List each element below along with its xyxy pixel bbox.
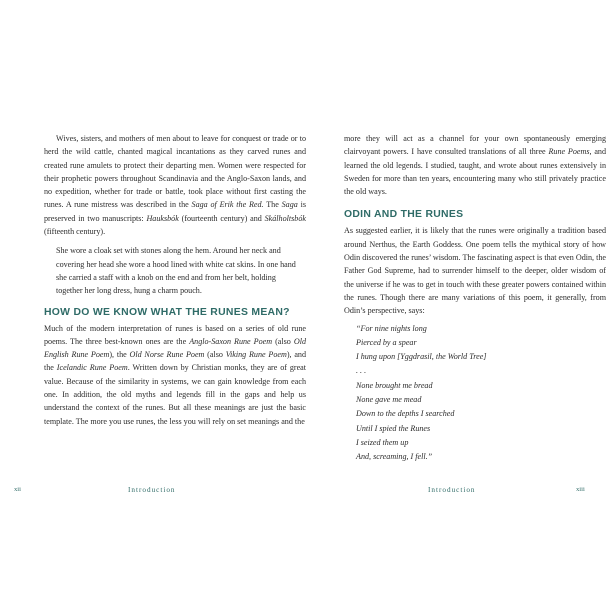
poem-line: None gave me mead [356,395,422,405]
left-paragraph-1 [44,132,306,238]
italic-text-run: Viking Rune Poem [225,350,287,360]
right-paragraph-1 [344,132,606,198]
italic-text-run: Skálholtsbók [264,213,306,223]
poem-line: Until I spied the Runes [356,423,431,433]
poem-line: None brought me bread [356,380,433,390]
text-run: is preserved in two manuscripts: [44,200,306,223]
poem-line: Pierced by a spear [356,337,417,347]
right-text-column [344,132,606,465]
right-folio: xiii [576,486,585,493]
saga-blockquote: She wore a cloak set with stones along the hem. Around her neck and covering her head she wore a hood lined with white cat skins. In one hand she carried a staff with a knob on the end and from her belt, holding together her long dress, hung a charm pouch. [56,246,296,296]
text-run: ), the [109,350,130,360]
left-folio: xii [14,486,21,493]
italic-text-run: Old Norse Rune Poem [129,350,205,360]
left-paragraph-2 [44,322,306,428]
text-run: (fourteenth century) and [178,213,265,223]
left-text-column [44,132,306,428]
right-running-foot: Introduction [428,486,476,494]
poem-line: And, screaming, I fell.” [356,452,433,462]
text-run: The [263,200,282,210]
odin-poem [344,322,606,465]
left-running-foot: Introduction [128,486,176,494]
text-run: (also [204,350,226,360]
text-run: Wives, sisters, and mothers of men about to leave for conquest or trade or to herd the wild cattle, chanted magical incantations as they carved runes and created rune amulets to protect their departing men. Women were respected for their prophetic powers throughout Scandinavia and the Anglo-Saxon lands, and no expedition, whether for trade or battle, took place without first casting the runes. A rune mistress was described in the [44,134,306,210]
section-heading-runes-meaning: HOW DO WE KNOW WHAT THE RUNES MEAN? [44,306,290,318]
italic-text-run: Icelandic Rune Poem [56,363,128,373]
poem-line: Down to the depths I searched [356,409,455,419]
italic-text-run: Saga of Erik the Red. [191,200,264,210]
italic-text-run: Old English Rune Poem [44,336,306,360]
italic-text-run: Anglo-Saxon Rune Poem [189,336,273,346]
text-run: more they will act as a channel for your own spontaneously emerging clairvoyant powers. I have consulted translations of all three [344,134,606,157]
italic-text-run: Rune Poems [548,147,590,157]
italic-text-run: Hauksbók [146,213,179,223]
poem-line: “For nine nights long [356,323,427,333]
section-heading-odin: ODIN AND THE RUNES [344,209,464,221]
poem-line: . . . [356,366,367,376]
poem-line: I seized them up [356,437,409,447]
text-run: . Written down by Christian monks, they are of great value. Because of the similarity in systems, we can gain knowledge from each one. In addition, the old myths and legends fill in the gaps and help us understand the context of the runes. But all these meanings are just the basic template. The more you use runes, the less you will rely on set meanings and the [44,363,306,426]
right-paragraph-2: As suggested earlier, it is likely that the runes were originally a tradition based around Nerthus, the Earth Goddess. One poem tells the mythical story of how Odin discovered the runes’ wisdom. The fascinating aspect is that even Odin, the Father God Supreme, had to surrender himself to the deeper, older wisdom of the universe if he was to get in touch with these greater powers contained within the runes. Though there are many variations of this poem, it generally, from Odin’s perspective, says: [344,226,606,316]
text-run: ), and the [44,350,307,373]
text-run: Much of the modern interpretation of runes is based on a series of old rune poems. The three best-known ones are the [44,323,306,346]
poem-line: I hung upon [Yggdrasil, the World Tree] [356,352,487,362]
text-run: (also [272,336,294,346]
italic-text-run: Saga [281,200,298,210]
right-page [300,0,606,600]
text-run: , and learned the old legends. I studied, taught, and wrote about runes extensively in Sweden for more than ten years, encountering many who still privately practice the old ways. [344,147,606,197]
text-run: (fifteenth century). [44,227,106,237]
